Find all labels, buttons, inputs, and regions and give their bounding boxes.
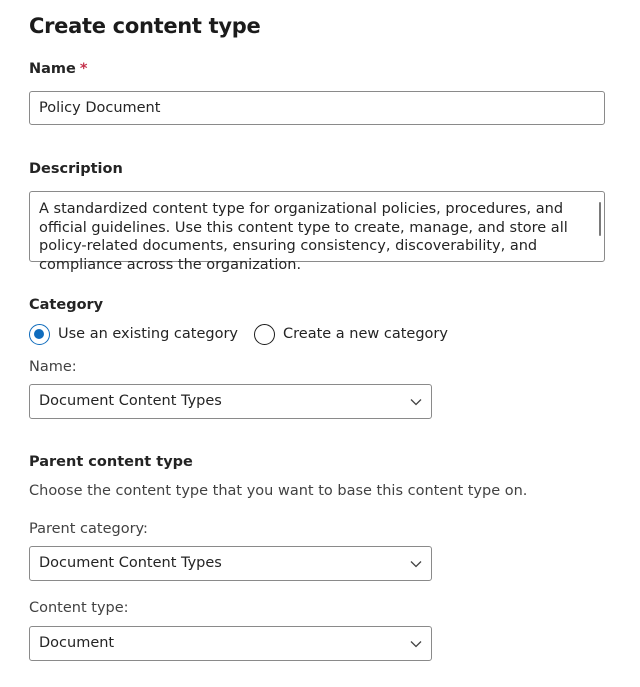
category-name-dropdown[interactable] xyxy=(29,384,432,419)
content-type-label: Content type: xyxy=(29,600,129,616)
radio-existing-category[interactable] xyxy=(29,324,50,345)
page-title: Create content type xyxy=(29,14,261,38)
content-type-dropdown[interactable] xyxy=(29,626,432,661)
category-name-label: Name: xyxy=(29,359,77,375)
chevron-down-icon xyxy=(409,557,423,571)
content-type-value: Document xyxy=(39,635,115,651)
radio-new-category-label[interactable]: Create a new category xyxy=(283,326,448,342)
chevron-down-icon xyxy=(409,395,423,409)
name-label xyxy=(29,61,87,77)
description-textarea[interactable] xyxy=(29,191,605,273)
parent-content-type-heading: Parent content type xyxy=(29,454,193,470)
parent-category-value: Document Content Types xyxy=(39,555,222,571)
radio-selected-dot xyxy=(34,329,44,339)
parent-category-label: Parent category: xyxy=(29,521,148,537)
category-name-value: Document Content Types xyxy=(39,393,222,409)
description-text: A standardized content type for organizational policies, procedures, and official guidelines. Use this content type to create, manage, and store all policy-related documents, ensuring consistency, discoverability, and compliance across the organization. xyxy=(39,201,568,273)
chevron-down-icon xyxy=(409,637,423,651)
radio-new-category[interactable] xyxy=(254,324,275,345)
name-input[interactable] xyxy=(29,91,605,125)
description-scrollbar[interactable] xyxy=(599,202,601,236)
description-label: Description xyxy=(29,161,123,177)
required-indicator: * xyxy=(79,61,88,77)
name-label-text: Name xyxy=(29,61,76,77)
category-label: Category xyxy=(29,297,104,313)
radio-existing-category-label[interactable]: Use an existing category xyxy=(58,326,239,342)
parent-content-type-helper: Choose the content type that you want to base this content type on. xyxy=(29,483,528,499)
parent-category-dropdown[interactable] xyxy=(29,546,432,581)
